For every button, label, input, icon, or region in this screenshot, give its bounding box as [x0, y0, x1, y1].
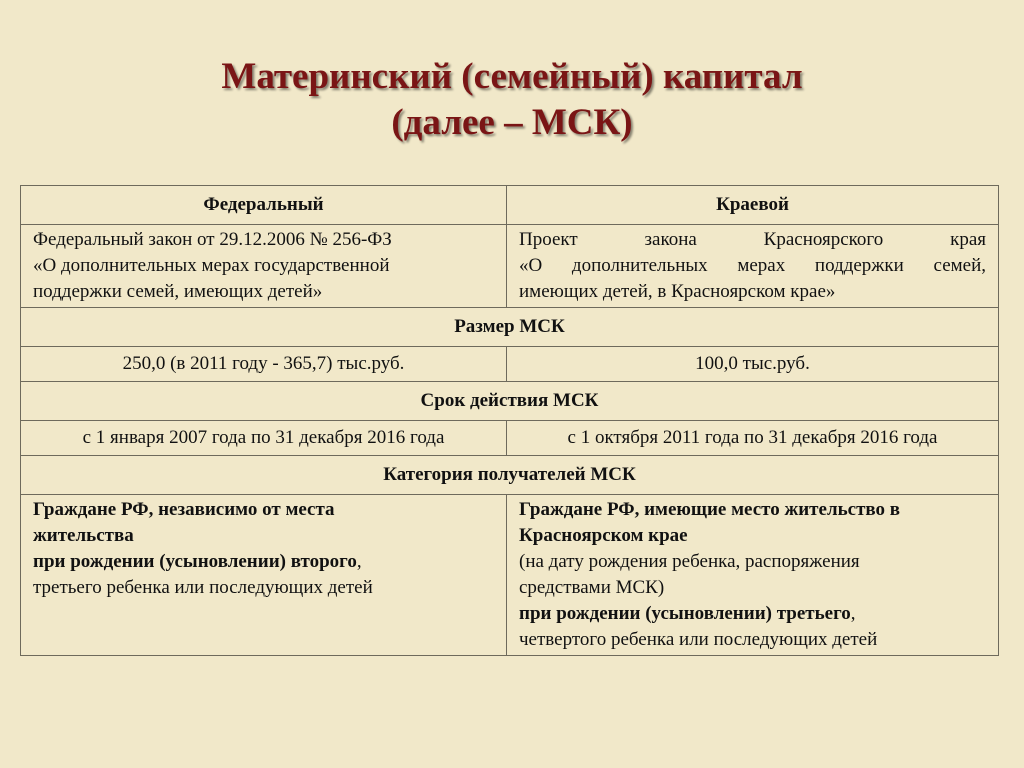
category-line: четвертого ребенка или последующих детей: [519, 629, 878, 650]
category-row: [21, 495, 999, 656]
federal-law-line: Федеральный закон от 29.12.2006 № 256-ФЗ: [33, 229, 392, 250]
category-line: [33, 549, 494, 575]
term-row: [21, 421, 999, 456]
category-line: Граждане РФ, имеющие место жительство в: [519, 499, 901, 520]
category-emphasis: при рождении (усыновлении) третьего: [519, 603, 851, 624]
regional-law-line: Проект закона Красноярского края: [519, 229, 986, 250]
header-regional: Краевой: [507, 186, 999, 225]
msk-comparison-table: [20, 185, 999, 656]
title-line-2: (далее – МСК): [391, 102, 633, 143]
regional-law-cell: [507, 225, 999, 308]
size-section-title: Размер МСК: [21, 308, 999, 347]
federal-law-line: поддержки семей, имеющих детей»: [33, 281, 323, 302]
federal-size-cell: 250,0 (в 2011 году - 365,7) тыс.руб.: [21, 347, 507, 382]
category-punct: ,: [850, 603, 856, 624]
regional-law-line: имеющих детей, в Красноярском крае»: [519, 281, 836, 302]
regional-size-cell: 100,0 тыс.руб.: [507, 347, 999, 382]
category-line: Красноярском крае: [519, 525, 688, 546]
category-line: (на дату рождения ребенка, распоряжения: [519, 551, 860, 572]
category-line: средствами МСК): [519, 577, 665, 598]
federal-law-line: «О дополнительных мерах государственной: [33, 255, 390, 276]
law-row: [21, 225, 999, 308]
category-section-title: Категория получателей МСК: [21, 456, 999, 495]
table-header-row: [21, 186, 999, 225]
size-title-row: [21, 308, 999, 347]
category-line: [519, 601, 986, 627]
category-punct: ,: [356, 551, 362, 572]
category-title-row: [21, 456, 999, 495]
header-federal: Федеральный: [21, 186, 507, 225]
term-section-title: Срок действия МСК: [21, 382, 999, 421]
federal-term-cell: с 1 января 2007 года по 31 декабря 2016 года: [21, 421, 507, 456]
category-line: Граждане РФ, независимо от места: [33, 499, 335, 520]
title-line-1: Материнский (семейный) капитал: [221, 56, 803, 97]
page-title: [0, 54, 1024, 146]
regional-term-cell: с 1 октября 2011 года по 31 декабря 2016 года: [507, 421, 999, 456]
regional-law-line: «О дополнительных мерах поддержки семей,: [519, 255, 986, 276]
size-row: [21, 347, 999, 382]
federal-category-cell: [21, 495, 507, 656]
regional-category-cell: [507, 495, 999, 656]
category-line: третьего ребенка или последующих детей: [33, 577, 373, 598]
category-line: жительства: [33, 525, 134, 546]
term-title-row: [21, 382, 999, 421]
federal-law-cell: [21, 225, 507, 308]
category-emphasis: при рождении (усыновлении) второго: [33, 551, 357, 572]
